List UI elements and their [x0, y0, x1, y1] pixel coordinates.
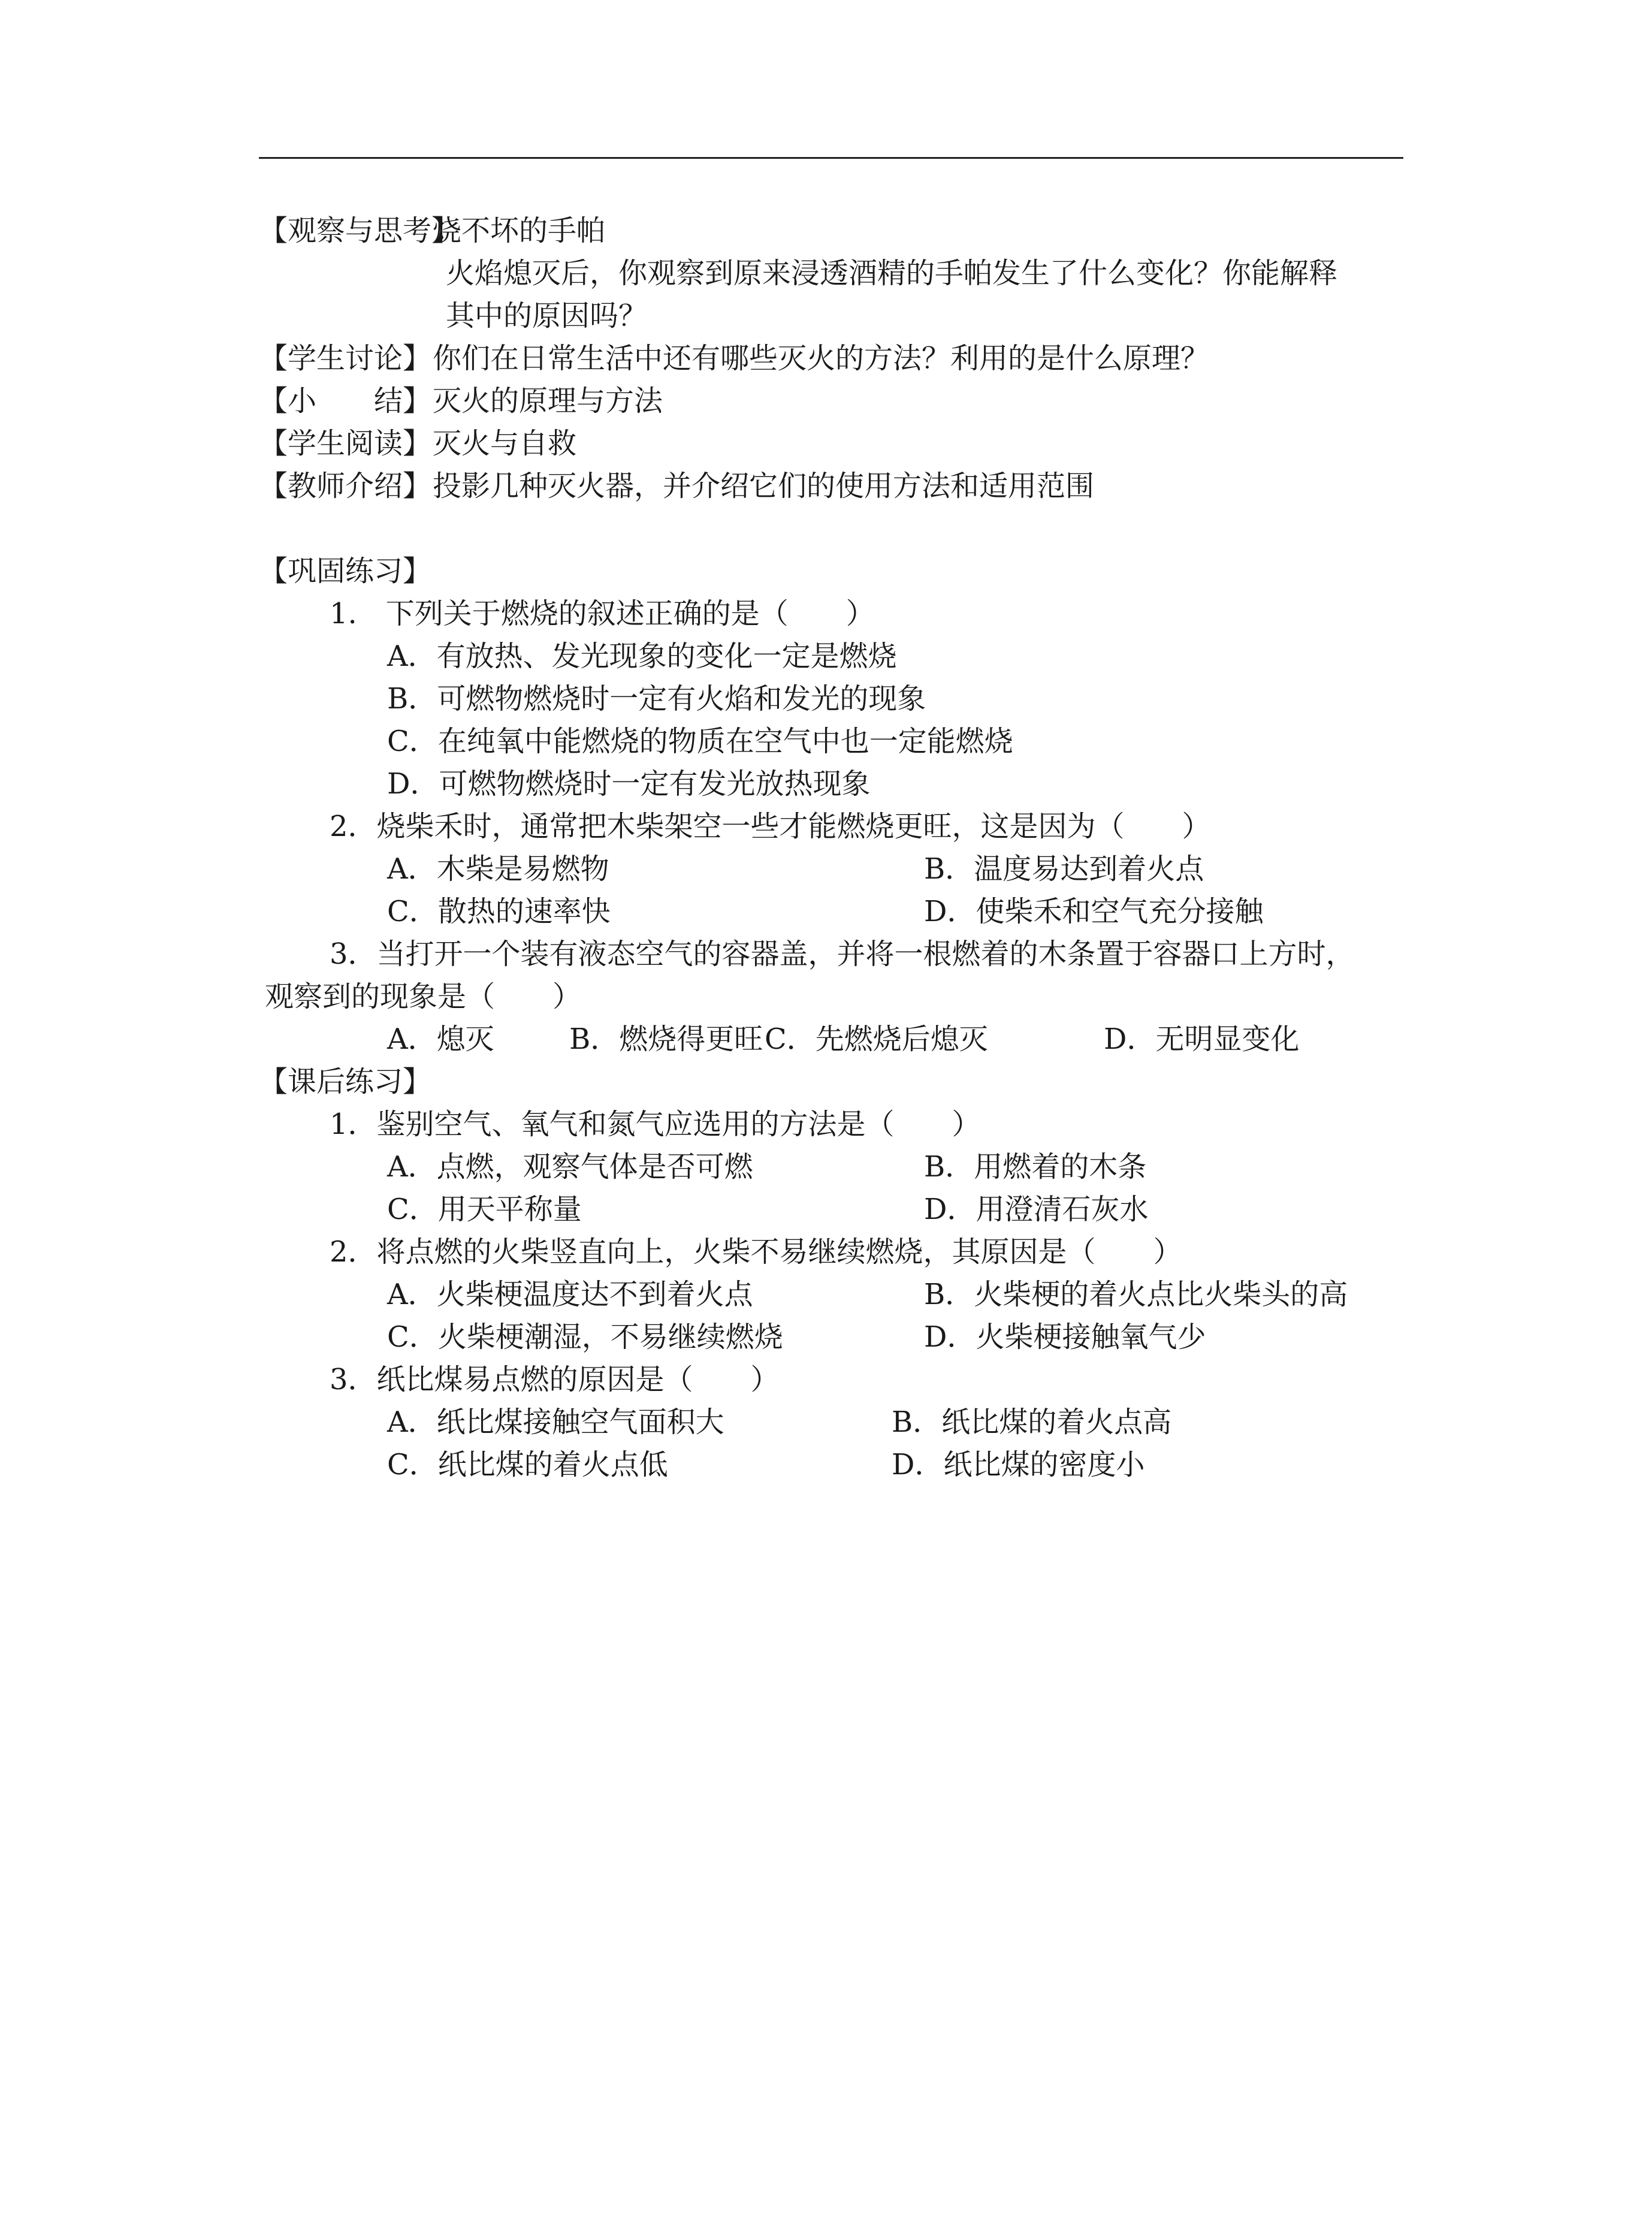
read-text: 灭火与自救 — [433, 427, 577, 460]
homework-q3-options-cd-row — [259, 1444, 1403, 1486]
practice-heading-row — [259, 550, 1403, 593]
practice-q1-option-a-row — [259, 635, 1403, 678]
read-tag: 【学生阅读】 — [259, 427, 432, 460]
practice-q1-stem-row — [259, 593, 1403, 635]
practice-q3-option-a: A．熄灭 — [387, 1022, 494, 1056]
practice-q3-option-d: D．无明显变化 — [1104, 1022, 1300, 1056]
homework-q2-option-a: A．火柴梗温度达不到着火点 — [387, 1278, 753, 1311]
observe-tag: 【观察与思考】 — [259, 214, 461, 248]
practice-q1-option-d: D．可燃物燃烧时一定有发光放热现象 — [387, 767, 871, 801]
homework-q1-option-c: C．用天平称量 — [387, 1193, 582, 1226]
homework-q1-option-b: B．用燃着的木条 — [924, 1150, 1147, 1184]
practice-q2-stem-row — [259, 805, 1403, 848]
practice-q2-option-a: A．木柴是易燃物 — [387, 852, 609, 886]
practice-q2-option-b: B．温度易达到着火点 — [924, 852, 1204, 886]
observe-line2-row — [259, 295, 1403, 337]
teacher-row — [259, 465, 1403, 508]
spacer — [259, 508, 1403, 550]
practice-q2-option-c: C．散热的速率快 — [387, 895, 611, 928]
homework-heading: 【课后练习】 — [259, 1065, 432, 1099]
practice-q1-stem: 1. 下列关于燃烧的叙述正确的是（ ） — [330, 597, 875, 630]
homework-q2-options-cd-row — [259, 1316, 1403, 1359]
homework-q3-options-ab-row — [259, 1401, 1403, 1444]
read-row — [259, 423, 1403, 465]
observe-line1: 火焰熄灭后，你观察到原来浸透酒精的手帕发生了什么变化？你能解释 — [446, 257, 1338, 290]
homework-q3-option-d: D．纸比煤的密度小 — [892, 1448, 1145, 1481]
practice-q1-option-c: C．在纯氧中能燃烧的物质在空气中也一定能燃烧 — [387, 725, 1013, 758]
practice-q1-option-a: A．有放热、发光现象的变化一定是燃烧 — [387, 639, 897, 673]
homework-q3-stem-row — [259, 1359, 1403, 1401]
practice-q2-options-cd-row — [259, 891, 1403, 933]
discuss-text: 你们在日常生活中还有哪些灭火的方法？利用的是什么原理？ — [433, 342, 1210, 375]
discuss-row — [259, 337, 1403, 380]
practice-q3-option-c: C．先燃烧后熄灭 — [765, 1022, 988, 1056]
practice-heading: 【巩固练习】 — [259, 554, 432, 588]
homework-q3-option-b: B．纸比煤的着火点高 — [892, 1405, 1172, 1439]
homework-q2-stem: 2．将点燃的火柴竖直向上，火柴不易继续燃烧，其原因是（ ） — [330, 1235, 1182, 1269]
teacher-tag: 【教师介绍】 — [259, 469, 432, 503]
teacher-text: 投影几种灭火器，并介绍它们的使用方法和适用范围 — [433, 469, 1095, 503]
summary-tag: 【小 结】 — [259, 384, 432, 418]
summary-text: 灭火的原理与方法 — [433, 384, 663, 418]
practice-q3-stem-line2: 观察到的现象是（ ） — [265, 980, 582, 1013]
homework-q2-option-d: D．火柴梗接触氧气少 — [924, 1320, 1206, 1354]
observe-line2: 其中的原因吗？ — [446, 299, 648, 333]
summary-row — [259, 380, 1403, 423]
homework-q2-options-ab-row — [259, 1274, 1403, 1316]
practice-q1-option-c-row — [259, 720, 1403, 763]
practice-q3-stem-line1-row — [259, 933, 1403, 976]
practice-q3-stem-line2-row — [259, 976, 1403, 1018]
document-body — [259, 210, 1403, 1486]
practice-q1-option-d-row — [259, 763, 1403, 805]
homework-q1-option-a: A．点燃，观察气体是否可燃 — [387, 1150, 753, 1184]
homework-q3-stem: 3．纸比煤易点燃的原因是（ ） — [330, 1363, 780, 1396]
practice-q3-stem-line1: 3．当打开一个装有液态空气的容器盖，并将一根燃着的木条置于容器口上方时， — [330, 937, 1355, 971]
homework-heading-row — [259, 1061, 1403, 1103]
homework-q3-option-a: A．纸比煤接触空气面积大 — [387, 1405, 724, 1439]
homework-q3-option-c: C．纸比煤的着火点低 — [387, 1448, 668, 1481]
practice-q3-options-row — [259, 1018, 1403, 1061]
practice-q2-options-ab-row — [259, 848, 1403, 891]
observe-line1-row — [259, 252, 1403, 295]
homework-q2-option-c: C．火柴梗潮湿，不易继续燃烧 — [387, 1320, 783, 1354]
homework-q1-stem-row — [259, 1103, 1403, 1146]
discuss-tag: 【学生讨论】 — [259, 342, 432, 375]
homework-q2-option-b: B．火柴梗的着火点比火柴头的高 — [924, 1278, 1348, 1311]
homework-q1-options-ab-row — [259, 1146, 1403, 1188]
practice-q2-option-d: D．使柴禾和空气充分接触 — [924, 895, 1264, 928]
practice-q1-option-b: B．可燃物燃烧时一定有火焰和发光的现象 — [387, 682, 926, 716]
homework-q1-options-cd-row — [259, 1188, 1403, 1231]
practice-q2-stem: 2．烧柴禾时，通常把木柴架空一些才能燃烧更旺，这是因为（ ） — [330, 810, 1211, 843]
homework-q2-stem-row — [259, 1231, 1403, 1274]
observe-title: 烧不坏的手帕 — [433, 214, 606, 248]
practice-q3-option-b: B．燃烧得更旺 — [569, 1022, 763, 1056]
homework-q1-option-d: D．用澄清石灰水 — [924, 1193, 1149, 1226]
header-rule — [259, 157, 1403, 159]
homework-q1-stem: 1．鉴别空气、氧气和氮气应选用的方法是（ ） — [330, 1108, 981, 1141]
observe-row — [259, 210, 1403, 252]
practice-q1-option-b-row — [259, 678, 1403, 720]
